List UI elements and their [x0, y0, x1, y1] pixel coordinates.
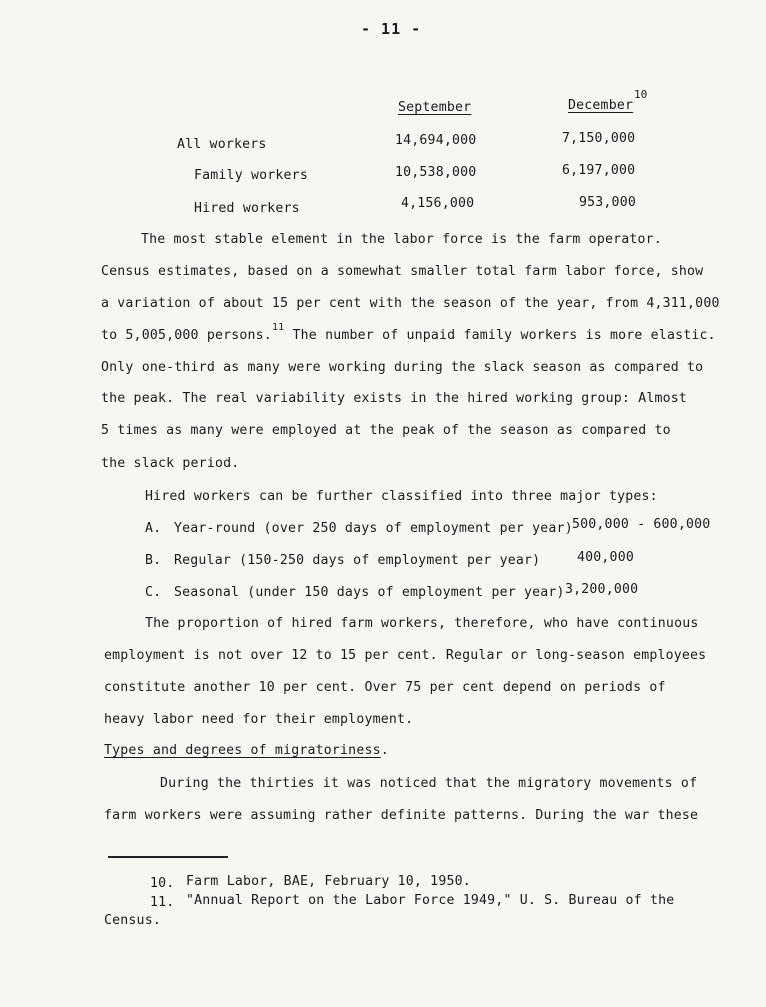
paragraph-line: farm workers were assuming rather definite patterns. During the war these — [104, 808, 699, 823]
list-item-description: Year-round (over 250 days of employment per year) — [174, 521, 573, 536]
cell-all-september: 14,694,000 — [395, 133, 477, 148]
footnote-ref-11: 11 — [271, 322, 285, 333]
types-intro: Hired workers can be further classified into three major types: — [145, 489, 658, 504]
row-label-family-workers: Family workers — [194, 168, 308, 183]
cell-family-december: 6,197,000 — [562, 163, 636, 178]
footnote-text: "Annual Report on the Labor Force 1949," U. S. Bureau of the — [186, 893, 675, 908]
column-header-september: September — [398, 100, 472, 115]
paragraph-line: Census estimates, based on a somewhat smaller total farm labor force, show — [101, 264, 704, 279]
paragraph-line: the slack period. — [101, 456, 240, 471]
list-item-description: Seasonal (under 150 days of employment per year) — [174, 585, 565, 600]
section-heading: Types and degrees of migratoriness. — [104, 743, 389, 758]
paragraph-line: 5 times as many were employed at the peak of the season as compared to — [101, 423, 671, 438]
list-item-letter: B. — [145, 553, 162, 568]
paragraph-line: The proportion of hired farm workers, therefore, who have continuous — [145, 616, 699, 631]
list-item-description: Regular (150-250 days of employment per year) — [174, 553, 541, 568]
paragraph-line: constitute another 10 per cent. Over 75 per cent depend on periods of — [104, 680, 666, 695]
cell-hired-september: 4,156,000 — [401, 196, 475, 211]
list-item-count: 500,000 - 600,000 — [572, 517, 711, 532]
footnote-text-continued: Census. — [104, 913, 161, 928]
row-label-all-workers: All workers — [177, 137, 267, 152]
footnote-text: Farm Labor, BAE, February 10, 1950. — [186, 874, 471, 889]
row-label-hired-workers: Hired workers — [194, 201, 300, 216]
paragraph-line: The most stable element in the labor force is the farm operator. — [141, 232, 662, 247]
page-number: - 11 - — [361, 20, 422, 38]
paragraph-line: During the thirties it was noticed that the migratory movements of — [160, 776, 698, 791]
footnote-number: 11. — [150, 895, 175, 910]
cell-family-september: 10,538,000 — [395, 165, 477, 180]
cell-hired-december: 953,000 — [579, 195, 636, 210]
paragraph-line: the peak. The real variability exists in the hired working group: Almost — [101, 391, 688, 406]
footnote-number: 10. — [150, 876, 175, 891]
list-item-count: 400,000 — [577, 550, 634, 565]
paragraph-line: a variation of about 15 per cent with the season of the year, from 4,311,000 — [101, 296, 720, 311]
list-item-count: 3,200,000 — [565, 582, 639, 597]
cell-all-december: 7,150,000 — [562, 131, 636, 146]
paragraph-line: to 5,005,000 persons.$^{11}$ The number of unpaid family workers is more elastic. — [101, 322, 716, 343]
paragraph-line: employment is not over 12 to 15 per cent. Regular or long-season employees — [104, 648, 707, 663]
list-item-letter: C. — [145, 585, 162, 600]
paragraph-line: Only one-third as many were working during the slack season as compared to — [101, 360, 704, 375]
footnote-divider — [108, 856, 228, 858]
paragraph-line: heavy labor need for their employment. — [104, 712, 414, 727]
footnote-ref-10: 10 — [634, 88, 648, 101]
column-header-december: December — [568, 98, 634, 113]
list-item-letter: A. — [145, 521, 162, 536]
